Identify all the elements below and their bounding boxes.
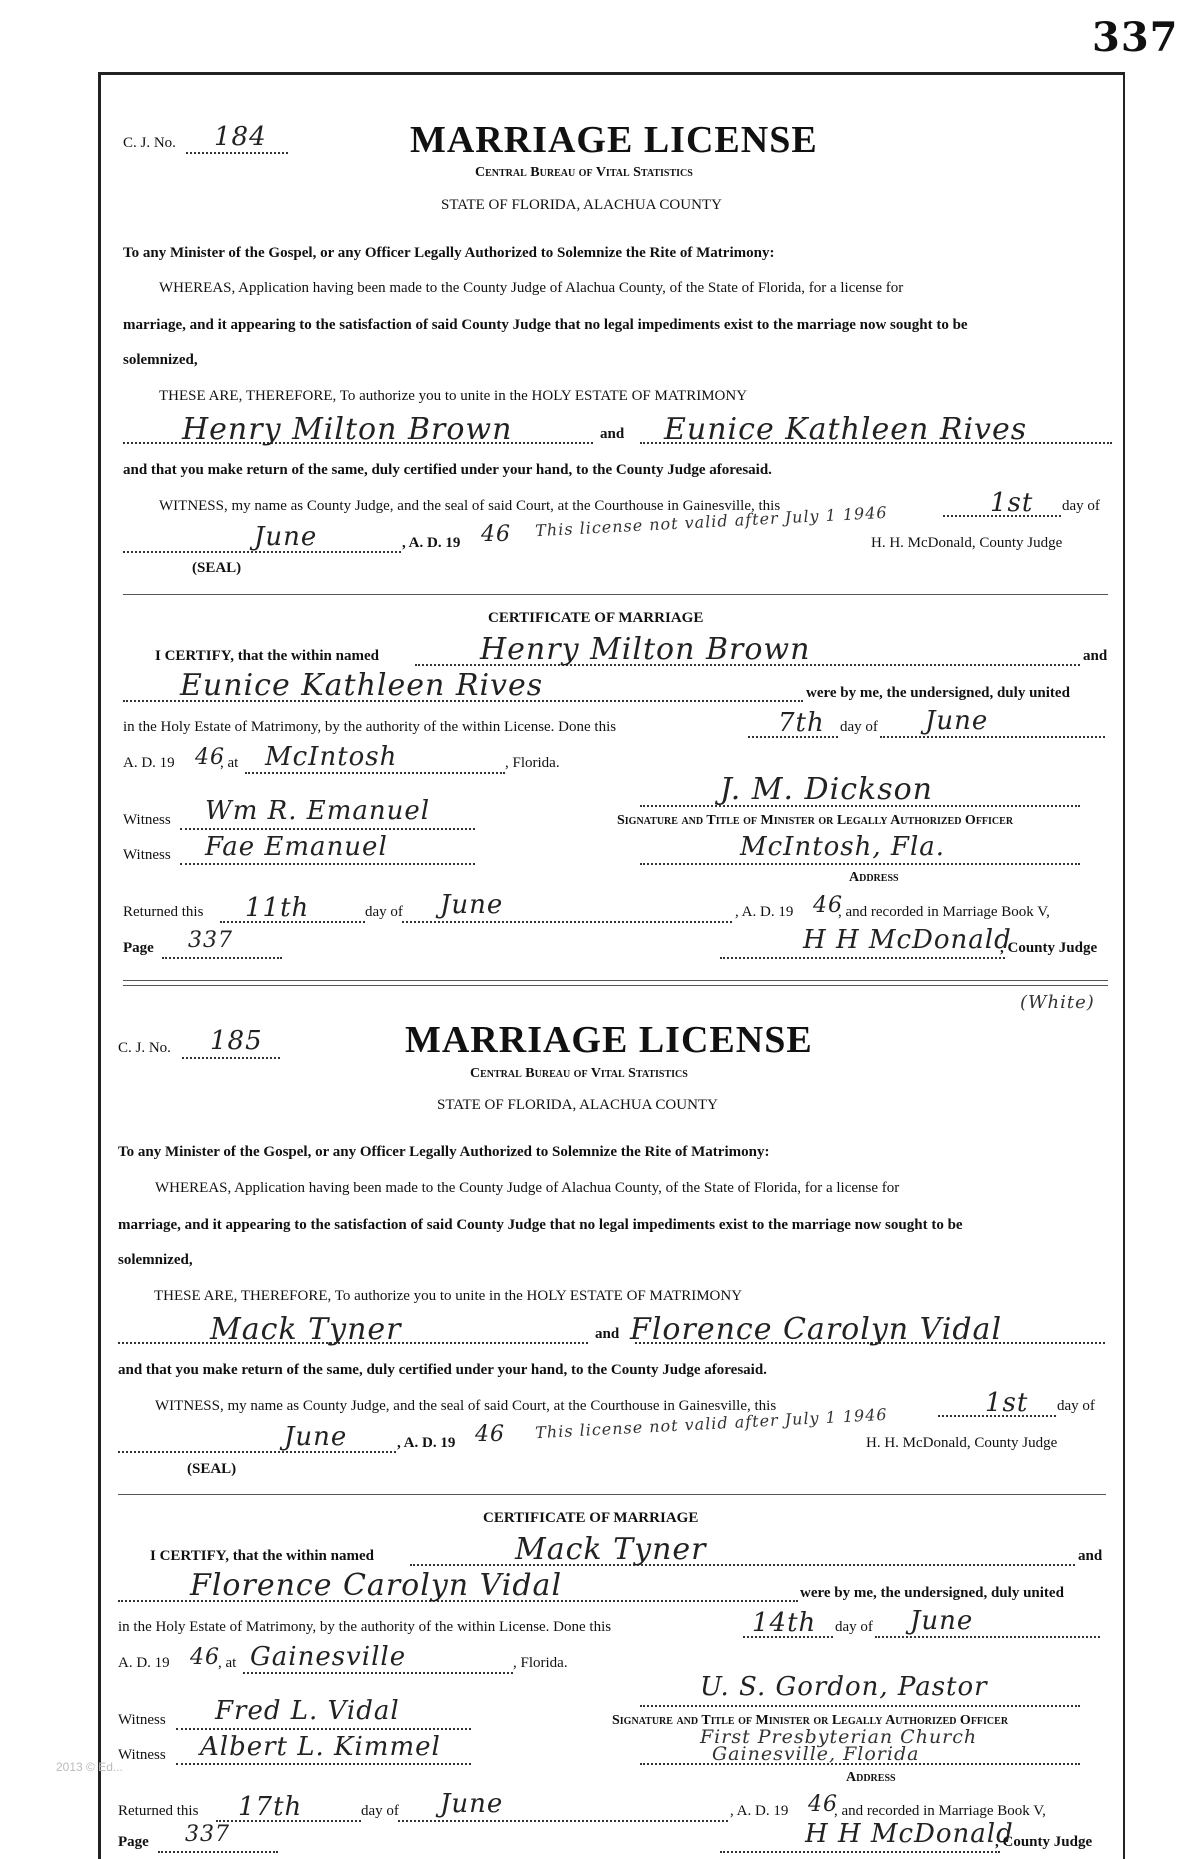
cj-number: 184 <box>214 122 267 152</box>
witness-1-label: Witness <box>123 812 171 828</box>
married-day: 14th <box>752 1608 817 1638</box>
returned-day-of: day of <box>365 904 403 920</box>
holy-estate-text: in the Holy Estate of Matrimony, by the authority of the within License. Done this <box>123 719 617 735</box>
witness-2-label: Witness <box>118 1747 166 1763</box>
married-year: 46 <box>190 1645 220 1670</box>
witness-2-label: Witness <box>123 847 171 863</box>
returned-label: Returned this <box>123 904 204 920</box>
recorded-text: , and recorded in Marriage Book V, <box>834 1803 1046 1819</box>
at-label: , at <box>220 755 239 771</box>
address-label: Address <box>849 870 899 885</box>
officer-address: McIntosh, Fla. <box>740 832 946 862</box>
married-day-of: day of <box>835 1619 873 1635</box>
cert-and-label: and <box>1078 1548 1103 1564</box>
cert-ad-label: A. D. 19 <box>118 1655 170 1671</box>
issue-day: 1st <box>985 1388 1029 1418</box>
florida-label: , Florida. <box>505 755 560 771</box>
return-instruction: and that you make return of the same, duly certified under your hand, to the County Judge aforesaid. <box>123 462 772 478</box>
certificate-title: CERTIFICATE OF MARRIAGE <box>488 610 704 626</box>
seal-label: (SEAL) <box>192 560 242 576</box>
bureau-name: Central Bureau of Vital Statistics <box>470 1066 688 1081</box>
page-value: 337 <box>188 928 233 953</box>
cj-number-label: C. J. No. <box>118 1040 171 1056</box>
officer-name: U. S. Gordon, Pastor <box>700 1672 988 1702</box>
united-text: were by me, the undersigned, duly united <box>800 1585 1064 1601</box>
and-label: and <box>600 426 625 442</box>
witness-text: WITNESS, my name as County Judge, and the seal of said Court, at the Courthouse in Gainesville, this <box>159 498 781 514</box>
page-label: Page <box>123 940 154 956</box>
marriage-place: McIntosh <box>265 742 398 772</box>
bureau-name: Central Bureau of Vital Statistics <box>475 165 693 180</box>
married-month: June <box>910 1606 974 1636</box>
salutation: To any Minister of the Gospel, or any Officer Legally Authorized to Solemnize the Rite of Matrimony: <box>118 1144 770 1160</box>
whereas-line-3: solemnized, <box>118 1252 193 1268</box>
authorization-text: THESE ARE, THEREFORE, To authorize you to unite in the HOLY ESTATE OF MATRIMONY <box>154 1288 743 1304</box>
witness-1-name: Fred L. Vidal <box>215 1696 400 1726</box>
witness-text: WITNESS, my name as County Judge, and the seal of said Court, at the Courthouse in Gainesville, this <box>155 1398 777 1414</box>
officer-address: Gainesville, Florida <box>712 1743 920 1765</box>
day-of-label: day of <box>1062 498 1100 514</box>
cj-number-label: C. J. No. <box>123 135 176 151</box>
authorization-text: THESE ARE, THEREFORE, To authorize you to unite in the HOLY ESTATE OF MATRIMONY <box>159 388 748 404</box>
returned-month: June <box>440 890 504 920</box>
issue-year: 46 <box>481 522 511 547</box>
certify-text: I CERTIFY, that the within named <box>150 1548 374 1564</box>
married-year: 46 <box>195 745 225 770</box>
county-judge-name: H. H. McDonald, County Judge <box>871 535 1063 551</box>
witness-1-name: Wm R. Emanuel <box>205 796 431 826</box>
witness-2-name: Fae Emanuel <box>205 832 388 862</box>
day-of-label: day of <box>1057 1398 1095 1414</box>
state-county: STATE OF FLORIDA, ALACHUA COUNTY <box>441 197 722 213</box>
county-judge-label: , County Judge <box>995 1834 1093 1850</box>
returned-day-of: day of <box>361 1803 399 1819</box>
married-day: 7th <box>778 708 825 738</box>
judge-signature: H H McDonald <box>805 1819 1014 1849</box>
and-label: and <box>595 1326 620 1342</box>
seal-label: (SEAL) <box>187 1461 237 1477</box>
watermark: 2013 © Ed... <box>56 1760 123 1774</box>
county-judge-name: H. H. McDonald, County Judge <box>866 1435 1058 1451</box>
whereas-line-2: marriage, and it appearing to the satisfaction of said County Judge that no legal impediments exist to the marriage now sought to be <box>118 1217 963 1233</box>
state-county: STATE OF FLORIDA, ALACHUA COUNTY <box>437 1097 718 1113</box>
officer-title-label: Signature and Title of Minister or Legally Authorized Officer <box>612 1713 1009 1728</box>
returned-label: Returned this <box>118 1803 199 1819</box>
bride-name: Eunice Kathleen Rives <box>664 412 1028 447</box>
certify-text: I CERTIFY, that the within named <box>155 648 379 664</box>
certificate-title: CERTIFICATE OF MARRIAGE <box>483 1510 699 1526</box>
united-text: were by me, the undersigned, duly united <box>806 685 1070 701</box>
whereas-line-1: WHEREAS, Application having been made to the County Judge of Alachua County, of the State of Florida, for a license for <box>159 280 904 296</box>
issue-month: June <box>254 522 318 552</box>
married-month: June <box>925 706 989 736</box>
issue-day: 1st <box>990 488 1034 518</box>
ad-label: , A. D. 19 <box>397 1435 456 1451</box>
validity-note: This license not valid after July 1 1946 <box>534 1404 889 1443</box>
issue-month: June <box>284 1422 348 1452</box>
license-title: MARRIAGE LICENSE <box>405 1019 813 1061</box>
cert-ad-label: A. D. 19 <box>123 755 175 771</box>
witness-2-name: Albert L. Kimmel <box>200 1732 441 1762</box>
whereas-line-2: marriage, and it appearing to the satisfaction of said County Judge that no legal impediments exist to the marriage now sought to be <box>123 317 968 333</box>
ad-label: , A. D. 19 <box>402 535 461 551</box>
returned-ad: , A. D. 19 <box>735 904 794 920</box>
cert-and-label: and <box>1083 648 1108 664</box>
issue-year: 46 <box>475 1422 505 1447</box>
groom-name: Henry Milton Brown <box>182 412 513 447</box>
return-instruction: and that you make return of the same, duly certified under your hand, to the County Judge aforesaid. <box>118 1362 767 1378</box>
officer-name: J. M. Dickson <box>720 772 933 807</box>
bride-name: Florence Carolyn Vidal <box>630 1312 1003 1347</box>
cert-groom-name: Mack Tyner <box>515 1532 707 1567</box>
validity-note: This license not valid after July 1 1946 <box>534 502 889 541</box>
returned-day: 17th <box>238 1792 303 1822</box>
recorded-text: , and recorded in Marriage Book V, <box>838 904 1050 920</box>
cj-number: 185 <box>210 1026 263 1056</box>
cert-bride-name: Florence Carolyn Vidal <box>190 1568 563 1603</box>
page-label: Page <box>118 1834 149 1850</box>
returned-year: 46 <box>813 893 843 918</box>
returned-day: 11th <box>245 893 310 923</box>
whereas-line-1: WHEREAS, Application having been made to the County Judge of Alachua County, of the State of Florida, for a license for <box>155 1180 900 1196</box>
license-title: MARRIAGE LICENSE <box>410 119 818 161</box>
cert-bride-name: Eunice Kathleen Rives <box>180 668 544 703</box>
page-number: 337 <box>1092 14 1179 61</box>
whereas-line-3: solemnized, <box>123 352 198 368</box>
race-note: (White) <box>1020 992 1095 1013</box>
florida-label: , Florida. <box>513 1655 568 1671</box>
marriage-place: Gainesville <box>250 1642 407 1672</box>
officer-church: First Presbyterian Church <box>700 1726 978 1748</box>
judge-signature: H H McDonald <box>803 925 1012 955</box>
holy-estate-text: in the Holy Estate of Matrimony, by the authority of the within License. Done this <box>118 1619 612 1635</box>
groom-name: Mack Tyner <box>210 1312 402 1347</box>
page-value: 337 <box>185 1822 230 1847</box>
witness-1-label: Witness <box>118 1712 166 1728</box>
returned-ad: , A. D. 19 <box>730 1803 789 1819</box>
married-day-of: day of <box>840 719 878 735</box>
at-label: , at <box>218 1655 237 1671</box>
salutation: To any Minister of the Gospel, or any Officer Legally Authorized to Solemnize the Rite of Matrimony: <box>123 245 775 261</box>
returned-month: June <box>440 1789 504 1819</box>
cert-groom-name: Henry Milton Brown <box>480 632 811 667</box>
county-judge-label: , County Judge <box>1000 940 1098 956</box>
address-label: Address <box>846 1770 896 1785</box>
officer-title-label: Signature and Title of Minister or Legally Authorized Officer <box>617 813 1014 828</box>
returned-year: 46 <box>808 1792 838 1817</box>
